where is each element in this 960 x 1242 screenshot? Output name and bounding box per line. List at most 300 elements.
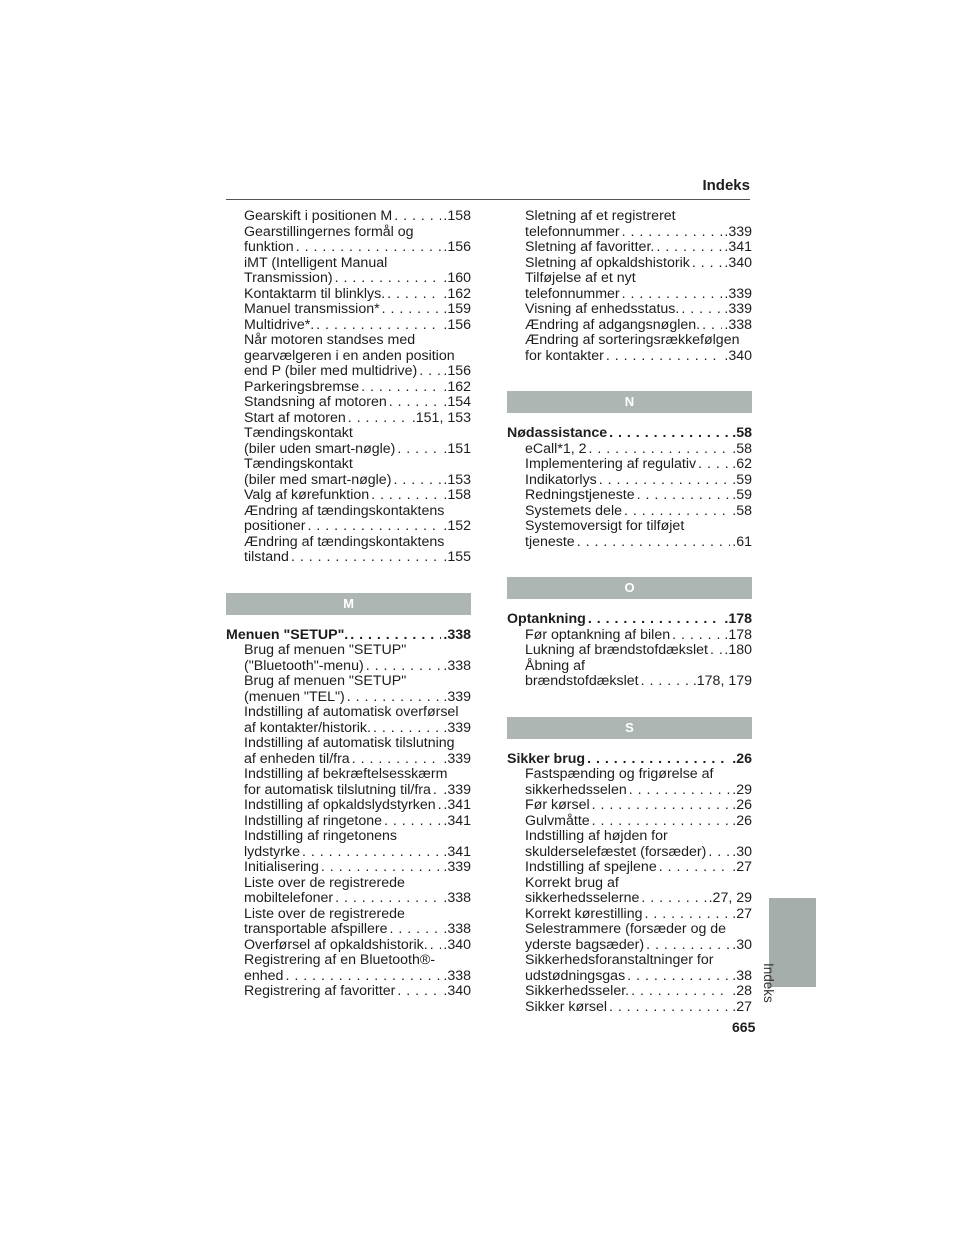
entry-text: Tilføjelse af et nyt: [525, 270, 636, 286]
index-entry[interactable]: [226, 519, 471, 535]
main-entry-page: .58: [732, 425, 752, 441]
entry-text: Registrering af en Bluetooth®-: [244, 952, 436, 968]
index-main-entry[interactable]: [507, 426, 752, 442]
leader-dots: [302, 845, 441, 861]
entry-text: Indstilling af opkaldslydstyrken: [244, 797, 436, 813]
leader-dots: [361, 380, 441, 396]
leader-dots: [624, 504, 730, 520]
index-entry-line: [507, 829, 752, 845]
index-entry[interactable]: [507, 845, 752, 861]
index-entry[interactable]: [226, 302, 471, 318]
entry-text: for automatisk tilslutning til/fra: [244, 781, 431, 798]
leader-dots: [599, 473, 731, 489]
index-entry-line: [507, 271, 752, 287]
main-entry-label: Menuen "SETUP".: [226, 626, 349, 643]
leader-dots: [629, 783, 731, 799]
entry-text: af kontakter/historik.: [244, 719, 371, 736]
leader-dots: [641, 674, 691, 690]
entry-text: brændstofdækslet: [525, 673, 639, 689]
entry-text: Visning af enhedsstatus.: [525, 301, 680, 317]
main-entry-page: .26: [732, 750, 752, 767]
leader-dots: [698, 457, 730, 473]
entry-text: Sikkerhedsseler.: [525, 983, 630, 999]
leader-dots: [646, 938, 730, 954]
leader-dots: [285, 969, 441, 985]
leader-dots: [438, 798, 442, 814]
entry-page-ref: .340: [724, 254, 752, 271]
leader-dots: [397, 442, 441, 458]
entry-text: (menuen "TEL"): [244, 688, 345, 705]
leader-dots: [587, 752, 730, 768]
entry-text: Sikker kørsel: [525, 998, 607, 1015]
leader-dots: [644, 907, 730, 923]
leader-dots: [291, 550, 441, 566]
index-entry[interactable]: [507, 535, 752, 551]
index-entry[interactable]: [226, 473, 471, 489]
index-entry[interactable]: [226, 814, 471, 830]
index-entry[interactable]: [507, 287, 752, 303]
entry-page-ref: .59: [732, 471, 752, 488]
entry-text: Transmission): [244, 270, 333, 286]
index-entry[interactable]: [226, 395, 471, 411]
entry-page-ref: .158: [443, 487, 471, 503]
entry-text: iMT (Intelligent Manual: [244, 254, 388, 271]
index-entry-line: [226, 705, 471, 721]
leader-dots: [627, 969, 730, 985]
entry-text: (biler med smart-nøgle): [244, 471, 392, 488]
index-entry[interactable]: [507, 318, 752, 334]
entry-text: Korrekt kørestilling: [525, 905, 643, 922]
leader-dots: [433, 783, 441, 799]
index-entry-line: [507, 922, 752, 938]
index-entry[interactable]: [507, 256, 752, 272]
entry-page-ref: .151: [443, 440, 471, 457]
entry-text: Sletning af opkaldshistorik: [525, 254, 690, 271]
entry-text: Indstilling af automatisk tilslutning: [244, 735, 455, 751]
index-entry[interactable]: [507, 938, 752, 954]
leader-dots: [393, 473, 441, 489]
leader-dots: [622, 225, 723, 241]
index-entry[interactable]: [226, 318, 471, 334]
index-entry[interactable]: [507, 488, 752, 504]
entry-text: transportable afspillere: [244, 921, 388, 937]
entry-text: lydstyrke: [244, 843, 300, 860]
index-entry[interactable]: [226, 922, 471, 938]
entry-text: yderste bagsæder): [525, 936, 645, 953]
index-entry[interactable]: [226, 845, 471, 861]
index-entry[interactable]: [507, 349, 752, 365]
entry-text: Valg af kørefunktion: [244, 487, 370, 503]
index-entry[interactable]: [226, 783, 471, 799]
leader-dots: [641, 891, 706, 907]
entry-page-ref: .338: [443, 921, 471, 937]
entry-text: tjeneste: [525, 533, 575, 550]
index-entry-line: [507, 876, 752, 892]
entry-text: sikkerhedsselerne: [525, 890, 640, 906]
entry-text: Gulvmåtte: [525, 812, 590, 829]
entry-text: Åbning af: [525, 657, 585, 674]
entry-text: udstødningsgas: [525, 967, 626, 984]
leader-dots: [348, 411, 410, 427]
index-entry[interactable]: [226, 364, 471, 380]
index-entry[interactable]: [226, 984, 471, 1000]
index-entry[interactable]: [226, 550, 471, 566]
page-header-title: Indeks: [702, 177, 750, 194]
main-entry-label: Sikker brug: [507, 750, 586, 767]
index-entry[interactable]: [507, 643, 752, 659]
index-entry[interactable]: [507, 814, 752, 830]
entry-page-ref: .339: [724, 301, 752, 317]
entry-group-s: [507, 767, 752, 1015]
index-entry-line: [226, 504, 471, 520]
entry-text: Indstilling af ringetonens: [244, 828, 398, 844]
index-entry-line: [226, 256, 471, 272]
entry-text: Sikkerhedsforanstaltninger for: [525, 952, 714, 968]
index-entry[interactable]: [507, 504, 752, 520]
entry-page-ref: .30: [732, 936, 752, 953]
entry-page-ref: .156: [443, 239, 471, 255]
leader-dots: [681, 302, 722, 318]
entry-page-ref: .27: [732, 859, 752, 875]
index-entry[interactable]: [507, 628, 752, 644]
entry-text: mobiltelefoner: [244, 890, 334, 906]
entry-page-ref: .59: [732, 487, 752, 503]
leader-dots: [316, 318, 441, 334]
leader-dots: [637, 488, 731, 504]
index-entry-line: [507, 953, 752, 969]
index-entry[interactable]: [226, 380, 471, 396]
entry-text: Indstilling af ringetone: [244, 812, 383, 829]
entry-text: Tændingskontakt: [244, 425, 353, 441]
entry-text: (biler uden smart-nøgle): [244, 440, 396, 457]
index-entry[interactable]: [507, 302, 752, 318]
entry-text: Brug af menuen "SETUP": [244, 673, 407, 689]
entry-page-ref: .339: [443, 781, 471, 798]
leader-dots: [347, 690, 442, 706]
side-tab-label: Indeks: [761, 963, 776, 1003]
index-entry[interactable]: [226, 798, 471, 814]
entry-page-ref: .154: [443, 394, 471, 410]
entry-page-ref: .155: [443, 549, 471, 565]
index-entry[interactable]: [226, 969, 471, 985]
index-entry-line: [226, 907, 471, 923]
leader-dots: [350, 628, 441, 644]
entry-text: telefonnummer: [525, 223, 620, 240]
main-entry-label: Optankning: [507, 611, 586, 627]
index-entry[interactable]: [507, 457, 752, 473]
entry-text: sikkerhedsselen: [525, 781, 627, 798]
entry-text: tilstand: [244, 549, 289, 565]
leader-dots: [672, 628, 722, 644]
section-header-s: S: [507, 717, 752, 739]
entry-text: Lukning af brændstofdækslet: [525, 642, 708, 658]
entry-page-ref: .27: [732, 905, 752, 922]
entry-page-ref: .339: [443, 859, 471, 875]
leader-dots: [352, 752, 442, 768]
entry-page-ref: .338: [443, 657, 471, 674]
entry-page-ref: .38: [732, 967, 752, 984]
entry-page-ref: .153: [443, 471, 471, 488]
index-entry-line: [226, 829, 471, 845]
index-entry[interactable]: [507, 798, 752, 814]
entry-text: Sletning af favoritter.: [525, 239, 655, 255]
entry-text: for kontakter: [525, 347, 604, 364]
entry-page-ref: .28: [732, 983, 752, 999]
main-entry-page: .338: [443, 626, 471, 643]
leader-dots: [656, 240, 722, 256]
index-entry-line: [226, 736, 471, 752]
entry-page-ref: .338: [724, 316, 752, 333]
entry-page-ref: .338: [443, 967, 471, 984]
leader-dots: [321, 860, 441, 876]
index-entry-line: [226, 674, 471, 690]
index-entry[interactable]: [507, 907, 752, 923]
leader-dots: [588, 612, 723, 628]
entry-text: end P (biler med multidrive): [244, 363, 418, 379]
entry-text: Ændring af tændingskontaktens: [244, 533, 445, 550]
leader-dots: [622, 287, 723, 303]
leader-dots: [710, 643, 722, 659]
index-entry[interactable]: [507, 860, 752, 876]
leader-dots: [335, 271, 442, 287]
index-entry[interactable]: [226, 891, 471, 907]
entry-page-ref: .178: [724, 626, 752, 643]
entry-text: Redningstjeneste: [525, 487, 635, 503]
entry-text: Tændingskontakt: [244, 456, 353, 472]
leader-dots: [589, 442, 731, 458]
entry-page-ref: .26: [732, 812, 752, 829]
entry-text: Fastspænding og frigørelse af: [525, 766, 714, 782]
index-entry[interactable]: [226, 271, 471, 287]
entry-text: Brug af menuen "SETUP": [244, 642, 407, 658]
entry-text: Før optankning af bilen: [525, 626, 671, 643]
index-entry[interactable]: [507, 1000, 752, 1016]
leader-dots: [387, 287, 441, 303]
index-entry[interactable]: [226, 659, 471, 675]
index-main-entry[interactable]: [507, 612, 752, 628]
side-tab: [769, 898, 816, 987]
entry-page-ref: .152: [443, 518, 471, 534]
main-entry-page: .178: [724, 611, 752, 627]
index-entry[interactable]: [226, 411, 471, 427]
leader-dots: [389, 395, 442, 411]
entry-text: Parkeringsbremse: [244, 378, 360, 395]
entry-page-ref: .29: [732, 781, 752, 798]
entry-group-right-top: [507, 209, 752, 364]
index-entry[interactable]: [507, 240, 752, 256]
entry-page-ref: .339: [443, 750, 471, 767]
leader-dots: [371, 488, 441, 504]
index-column-left: [226, 209, 471, 1000]
index-entry-line: [507, 333, 752, 349]
leader-dots: [296, 240, 442, 256]
index-entry[interactable]: [226, 938, 471, 954]
entry-text: Indstilling af spejlene: [525, 859, 657, 875]
entry-page-ref: .156: [443, 316, 471, 333]
entry-text: Overførsel af opkaldshistorik.: [244, 936, 428, 953]
index-entry[interactable]: [226, 690, 471, 706]
entry-text: gearvælgeren i en anden position: [244, 347, 455, 364]
entry-text: enhed: [244, 967, 284, 984]
entry-page-ref: .341: [724, 239, 752, 255]
entry-text: Liste over de registrerede: [244, 874, 405, 891]
entry-text: Indstilling af højden for: [525, 828, 668, 844]
index-entry[interactable]: [507, 225, 752, 241]
leader-dots: [609, 426, 730, 442]
entry-text: Korrekt brug af: [525, 874, 619, 891]
entry-text: Kontaktarm til blinklys.: [244, 285, 386, 302]
section-header-o: O: [507, 577, 752, 599]
entry-text: telefonnummer: [525, 285, 620, 302]
entry-group-n: [507, 442, 752, 551]
entry-text: Registrering af favoritter: [244, 983, 396, 999]
index-entry[interactable]: [507, 984, 752, 1000]
index-entry-line: [226, 349, 471, 365]
leader-dots: [631, 984, 730, 1000]
header-divider: [226, 199, 750, 200]
entry-page-ref: .339: [443, 688, 471, 705]
index-entry-line: [226, 953, 471, 969]
entry-text: Multidrive*.: [244, 316, 315, 333]
entry-text: af enheden til/fra: [244, 750, 350, 767]
entry-text: funktion: [244, 239, 294, 255]
entry-text: Manuel transmission*: [244, 301, 380, 317]
index-entry-line: [507, 209, 752, 225]
leader-dots: [382, 302, 442, 318]
entry-text: Start af motoren: [244, 409, 346, 426]
entry-text: Initialisering: [244, 859, 319, 875]
index-entry[interactable]: [226, 860, 471, 876]
entry-page-ref: .58: [732, 440, 752, 457]
entry-page-ref: .340: [443, 983, 471, 999]
index-entry[interactable]: [507, 473, 752, 489]
entry-page-ref: .156: [443, 363, 471, 379]
page-number: 665: [732, 1019, 756, 1035]
entry-page-ref: .340: [443, 936, 471, 953]
leader-dots: [592, 814, 731, 830]
entry-page-ref: .339: [443, 719, 471, 736]
leader-dots: [692, 256, 723, 272]
entry-text: Implementering af regulativ: [525, 456, 697, 472]
index-entry-line: [226, 426, 471, 442]
index-entry-line: [226, 643, 471, 659]
leader-dots: [659, 860, 731, 876]
entry-page-ref: .159: [443, 301, 471, 317]
entry-text: skulderselefæstet (forsæder): [525, 843, 707, 860]
index-entry[interactable]: [507, 969, 752, 985]
index-entry[interactable]: [507, 674, 752, 690]
entry-text: Systemoversigt for tilføjet: [525, 518, 685, 534]
entry-page-ref: .158: [443, 208, 471, 224]
entry-page-ref: .160: [443, 270, 471, 286]
entry-page-ref: .178, 179: [692, 673, 752, 689]
entry-text: Gearstillingernes formål og: [244, 223, 414, 240]
entry-page-ref: .62: [732, 456, 752, 472]
leader-dots: [394, 209, 441, 225]
entry-text: Gearskift i positionen M: [244, 208, 393, 224]
entry-page-ref: .180: [724, 642, 752, 658]
index-entry[interactable]: [507, 891, 752, 907]
index-entry[interactable]: [226, 442, 471, 458]
entry-page-ref: .339: [724, 285, 752, 302]
entry-page-ref: .27, 29: [708, 890, 752, 906]
entry-text: Liste over de registrerede: [244, 905, 405, 922]
entry-text: ("Bluetooth"-menu): [244, 657, 364, 674]
index-entry[interactable]: [226, 488, 471, 504]
entry-group-left-top: [226, 209, 471, 566]
index-entry-line: [226, 457, 471, 473]
entry-page-ref: .58: [732, 502, 752, 519]
entry-text: Selestrammere (forsæder og de: [525, 921, 727, 937]
index-entry-line: [226, 333, 471, 349]
index-entry[interactable]: [226, 287, 471, 303]
leader-dots: [702, 318, 722, 334]
leader-dots: [308, 519, 442, 535]
entry-text: Standsning af motoren: [244, 394, 387, 410]
index-main-entry[interactable]: [507, 752, 752, 768]
index-entry[interactable]: [226, 721, 471, 737]
entry-text: Indstilling af bekræftelsesskærm: [244, 766, 448, 782]
entry-group-m: [226, 643, 471, 1000]
index-entry-line: [226, 767, 471, 783]
index-entry[interactable]: [226, 752, 471, 768]
entry-page-ref: .341: [443, 843, 471, 860]
entry-text: positioner: [244, 518, 306, 534]
index-entry-line: [507, 519, 752, 535]
leader-dots: [609, 1000, 730, 1016]
leader-dots: [708, 845, 730, 861]
leader-dots: [384, 814, 441, 830]
index-entry-line: [226, 876, 471, 892]
entry-page-ref: .151, 153: [411, 409, 471, 426]
entry-text: Ændring af tændingskontaktens: [244, 502, 445, 519]
leader-dots: [366, 659, 442, 675]
entry-text: Ændring af adgangsnøglen.: [525, 316, 701, 333]
index-entry[interactable]: [507, 442, 752, 458]
entry-text: Når motoren standses med: [244, 332, 416, 348]
index-entry-line: [507, 767, 752, 783]
entry-page-ref: .30: [732, 843, 752, 860]
index-entry-line: [226, 225, 471, 241]
section-header-n: N: [507, 391, 752, 413]
leader-dots: [606, 349, 723, 365]
index-entry-line: [226, 535, 471, 551]
index-main-entry[interactable]: [226, 628, 471, 644]
leader-dots: [397, 984, 441, 1000]
index-column-right: [507, 209, 752, 1015]
leader-dots: [390, 922, 442, 938]
entry-text: Før kørsel: [525, 797, 590, 813]
entry-text: Ændring af sorteringsrækkefølgen: [525, 332, 740, 348]
index-entry[interactable]: [226, 240, 471, 256]
entry-text: Indikatorlys: [525, 471, 597, 488]
index-entry[interactable]: [507, 783, 752, 799]
entry-page-ref: .341: [443, 797, 471, 813]
entry-page-ref: .61: [732, 533, 752, 550]
index-entry[interactable]: [226, 209, 471, 225]
leader-dots: [335, 891, 441, 907]
entry-page-ref: .27: [732, 998, 752, 1015]
main-entry-label: Nødassistance: [507, 425, 608, 441]
entry-text: Indstilling af automatisk overførsel: [244, 704, 459, 720]
entry-page-ref: .338: [443, 890, 471, 906]
entry-text: Sletning af et registreret: [525, 208, 676, 224]
leader-dots: [577, 535, 731, 551]
entry-text: eCall*1, 2: [525, 440, 587, 457]
leader-dots: [592, 798, 731, 814]
leader-dots: [419, 364, 441, 380]
entry-page-ref: .340: [724, 347, 752, 364]
